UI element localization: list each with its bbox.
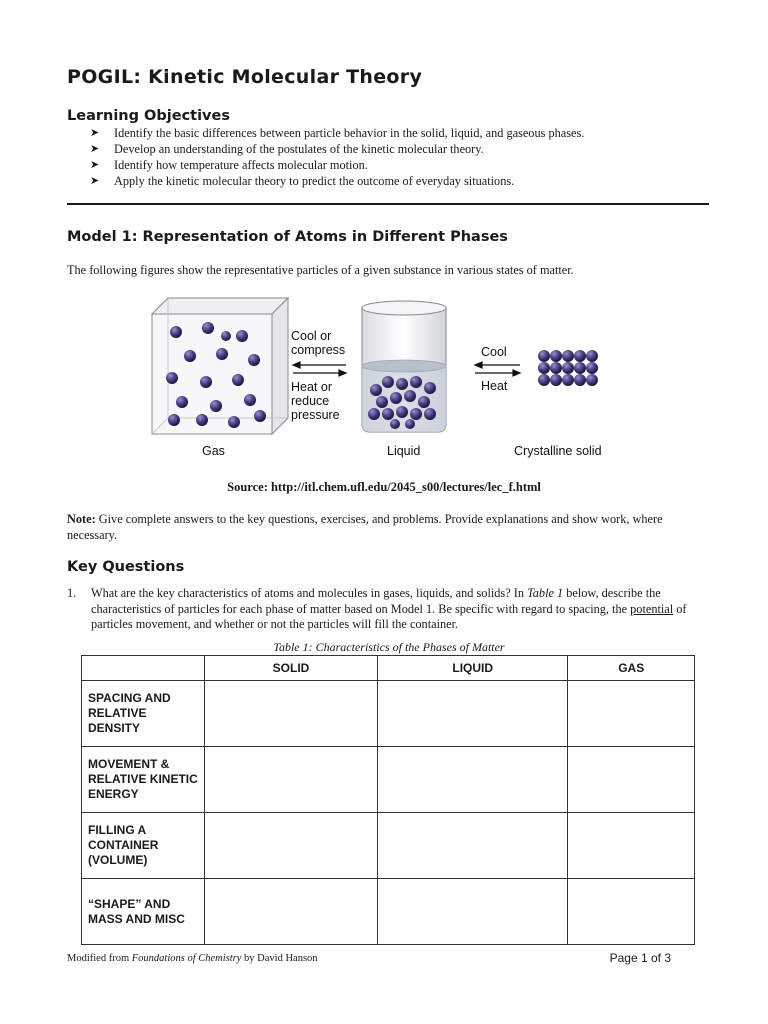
table-row [82, 681, 695, 747]
transition-arrows-gas-liquid [293, 362, 346, 376]
label-crystalline-solid: Crystalline solid [514, 444, 602, 458]
answer-cell-liquid[interactable] [378, 747, 568, 813]
arrow-label-cool-compress: Cool or compress [291, 329, 346, 357]
objective-item: ➤ Identify the basic differences between particle behavior in the solid, liquid, and gaseous phases. [90, 126, 585, 140]
label-liquid: Liquid [387, 444, 421, 458]
page-title: POGIL: Kinetic Molecular Theory [67, 66, 423, 88]
arrow-bullet-icon: ➤ [90, 127, 100, 139]
note-label: Note: [67, 512, 96, 526]
key-questions-heading: Key Questions [67, 559, 185, 575]
answer-cell-liquid[interactable] [378, 681, 568, 747]
answer-cell-liquid[interactable] [378, 813, 568, 879]
objective-item: ➤ Develop an understanding of the postulates of the kinetic molecular theory. [90, 142, 484, 156]
answer-cell-gas[interactable] [568, 813, 695, 879]
row-label-shape: “SHAPE” AND MASS AND MISC [82, 879, 205, 945]
question-1 [67, 586, 712, 633]
arrow-label-heat-reduce-pressure: Heat or reduce pressure [291, 380, 340, 422]
footer-credit: Modified from Foundations of Chemistry by David Hanson [67, 953, 318, 964]
table-header-row [82, 656, 695, 681]
answer-cell-gas[interactable] [568, 879, 695, 945]
note-paragraph [67, 512, 712, 543]
table-row [82, 747, 695, 813]
model1-heading: Model 1: Representation of Atoms in Different Phases [67, 229, 508, 245]
table-row [82, 813, 695, 879]
header-cell-solid: SOLID [205, 656, 378, 681]
phases-illustration [150, 296, 620, 466]
row-label-movement: MOVEMENT & RELATIVE KINETIC ENERGY [82, 747, 205, 813]
model1-intro: The following figures show the representative particles of a given substance in various states of matter. [67, 263, 574, 277]
answer-cell-liquid[interactable] [378, 879, 568, 945]
transition-arrows-liquid-solid [475, 362, 520, 376]
figure-source: Source: http://itl.chem.ufl.edu/2045_s00/lectures/lec_f.html [227, 480, 541, 494]
header-cell-gas: GAS [568, 656, 695, 681]
crystalline-solid-lattice [538, 350, 598, 386]
row-label-spacing: SPACING AND RELATIVE DENSITY [82, 681, 205, 747]
liquid-beaker [362, 301, 446, 432]
arrow-label-cool: Cool [481, 345, 507, 359]
objectives-list [90, 125, 584, 189]
arrow-bullet-icon: ➤ [90, 175, 100, 187]
page-number: Page 1 of 3 [609, 951, 671, 965]
answer-cell-solid[interactable] [205, 747, 378, 813]
arrow-label-heat: Heat [481, 379, 508, 393]
gas-container [152, 298, 288, 434]
objective-item: ➤ Identify how temperature affects molecular motion. [90, 158, 368, 172]
answer-cell-solid[interactable] [205, 879, 378, 945]
answer-cell-solid[interactable] [205, 681, 378, 747]
question-number: 1. [67, 586, 77, 600]
answer-cell-gas[interactable] [568, 747, 695, 813]
header-cell-blank [82, 656, 205, 681]
table-row [82, 879, 695, 945]
header-cell-liquid: LIQUID [378, 656, 568, 681]
answer-cell-gas[interactable] [568, 681, 695, 747]
arrow-bullet-icon: ➤ [90, 159, 100, 171]
row-label-filling: FILLING A CONTAINER (VOLUME) [82, 813, 205, 879]
section-divider [67, 203, 709, 205]
footer-book-title: Foundations of Chemistry [131, 953, 242, 964]
learning-objectives-heading: Learning Objectives [67, 108, 230, 124]
phases-table [81, 655, 695, 945]
objective-item: ➤ Apply the kinetic molecular theory to predict the outcome of everyday situations. [90, 174, 515, 188]
label-gas: Gas [202, 444, 225, 458]
question-text: What are the key characteristics of atoms and molecules in gases, liquids, and solids? In Table 1 below, describe the characteristics of particles for each phase of matter based on Model 1. Be specific with regard to spacing, the potential of particles movement, and whether or not the particles will fill the container. [91, 586, 687, 631]
note-text: Give complete answers to the key questions, exercises, and problems. Provide explanations and show work, where necessary. [67, 512, 663, 542]
table-caption: Table 1: Characteristics of the Phases of Matter [273, 640, 505, 654]
answer-cell-solid[interactable] [205, 813, 378, 879]
arrow-bullet-icon: ➤ [90, 143, 100, 155]
phases-figure [150, 296, 620, 466]
